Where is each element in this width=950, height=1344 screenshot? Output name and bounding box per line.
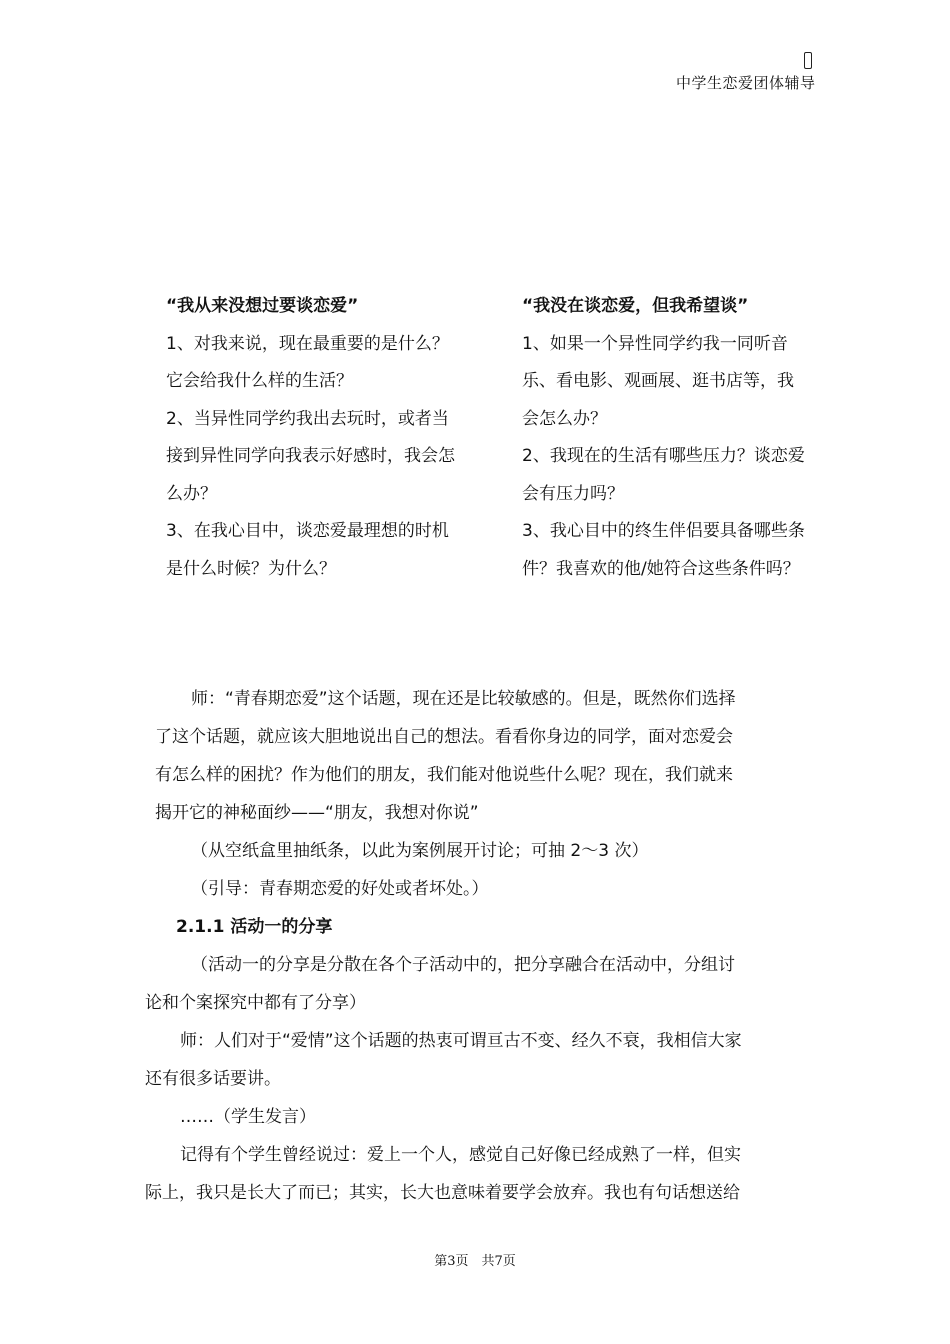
right-column [522, 288, 844, 588]
right-column-line: 会有压力吗？ [522, 483, 624, 504]
left-column-line: 3、在我心目中，谈恋爱最理想的时机 [166, 521, 449, 541]
left-column-line: 1、对我来说，现在最重要的是什么？ [166, 333, 449, 354]
body-line: 论和个案探究中都有了分享） [145, 993, 366, 1013]
body-line: 揭开它的神秘面纱——“朋友，我想对你说” [155, 803, 479, 823]
left-column-line: 它会给我什么样的生活？ [166, 371, 353, 391]
body-line: 了这个话题，就应该大胆地说出自己的想法。看看你身边的同学，面对恋爱会 [155, 727, 733, 747]
right-column-title: “我没在谈恋爱，但我希望谈” [522, 296, 749, 316]
right-column-line: 3、我心目中的终生伴侣要具备哪些条 [522, 521, 805, 541]
body-line: （引导：青春期恋爱的好处或者坏处。） [191, 879, 489, 899]
body-line: 记得有个学生曾经说过：爱上一个人，感觉自己好像已经成熟了一样，但实 [180, 1145, 741, 1165]
body-line: 师：人们对于“爱情”这个话题的热衷可谓亘古不变、经久不衰，我相信大家 [180, 1031, 742, 1051]
body-line: （活动一的分享是分散在各个子活动中的，把分享融合在活动中，分组讨 [191, 955, 735, 975]
page-number: 第3页 共7页 [434, 1254, 516, 1269]
left-column [166, 288, 488, 588]
header-title: 中学生恋爱团体辅导 [676, 74, 816, 92]
body-line: 有怎么样的困扰？作为他们的朋友，我们能对他说些什么呢？现在，我们就来 [155, 765, 733, 785]
right-column-line: 乐、看电影、观画展、逛书店等，我 [522, 371, 794, 391]
right-column-line: 会怎么办？ [522, 408, 607, 429]
left-column-line: 么办？ [166, 483, 217, 504]
body-line: （从空纸盒里抽纸条，以此为案例展开讨论；可抽 2～3 次） [191, 841, 649, 861]
left-column-title: “我从来没想过要谈恋爱” [166, 296, 359, 316]
section-heading: 2.1.1 活动一的分享 [176, 917, 333, 937]
header-bookmark-icon [804, 52, 812, 69]
right-column-line: 1、如果一个异性同学约我一同听音 [522, 333, 788, 354]
body-line: ……（学生发言） [180, 1107, 316, 1127]
right-column-line: 2、我现在的生活有哪些压力？谈恋爱 [522, 446, 805, 466]
body-line: 还有很多话要讲。 [145, 1069, 281, 1089]
body-line: 师：“青春期恋爱”这个话题，现在还是比较敏感的。但是，既然你们选择 [191, 689, 736, 709]
left-column-line: 接到异性同学向我表示好感时，我会怎 [166, 446, 455, 466]
body-line: 际上，我只是长大了而已；其实，长大也意味着要学会放弃。我也有句话想送给 [145, 1183, 740, 1203]
right-column-line: 件？我喜欢的他/她符合这些条件吗？ [522, 558, 800, 579]
left-column-line: 是什么时候？为什么？ [166, 558, 336, 579]
left-column-line: 2、当异性同学约我出去玩时，或者当 [166, 408, 449, 429]
